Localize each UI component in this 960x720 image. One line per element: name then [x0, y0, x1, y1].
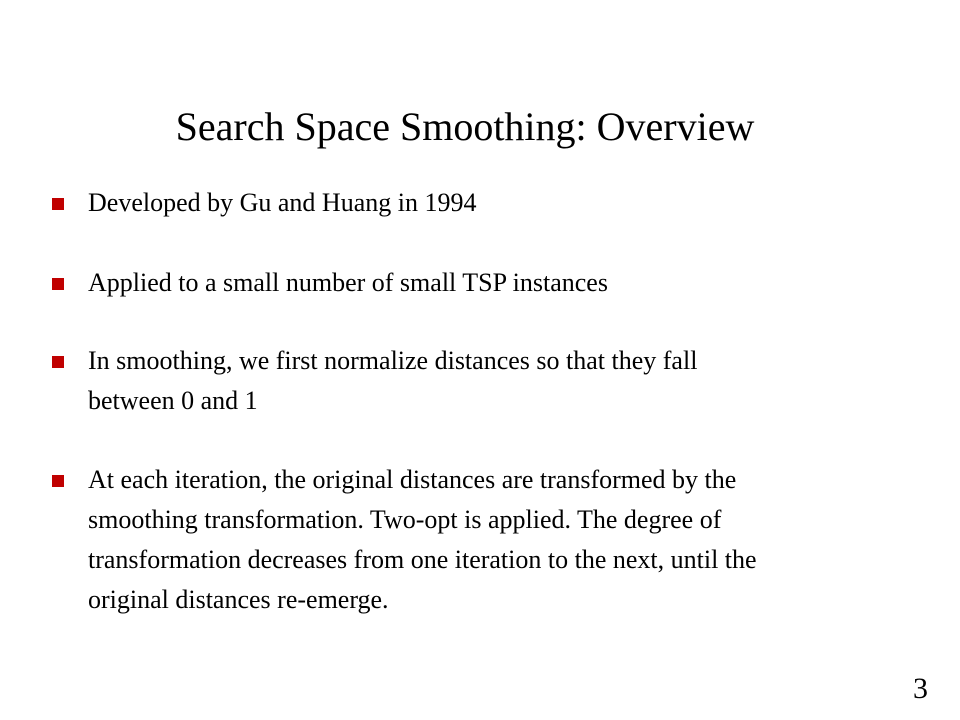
- bullet-text: Developed by Gu and Huang in 1994: [88, 188, 477, 217]
- slide-title: Search Space Smoothing: Overview: [175, 104, 755, 149]
- bullet-item: [52, 341, 922, 421]
- square-bullet-icon: [52, 356, 64, 368]
- square-bullet-icon: [52, 475, 64, 487]
- bullet-item: [52, 263, 922, 303]
- bullet-text: Applied to a small number of small TSP instances: [88, 268, 608, 297]
- bullet-text: In smoothing, we first normalize distances so that they fall between 0 and 1: [88, 346, 698, 415]
- bullet-item: [52, 183, 922, 223]
- square-bullet-icon: [52, 278, 64, 290]
- bullet-text: At each iteration, the original distances are transformed by the smoothing transformation. Two-opt is applied. The degree of transformation decreases from one iteration to the next, until the original distances re-emerge.: [88, 465, 757, 614]
- square-bullet-icon: [52, 198, 64, 210]
- bullet-item: [52, 460, 922, 620]
- page-number: 3: [913, 672, 928, 705]
